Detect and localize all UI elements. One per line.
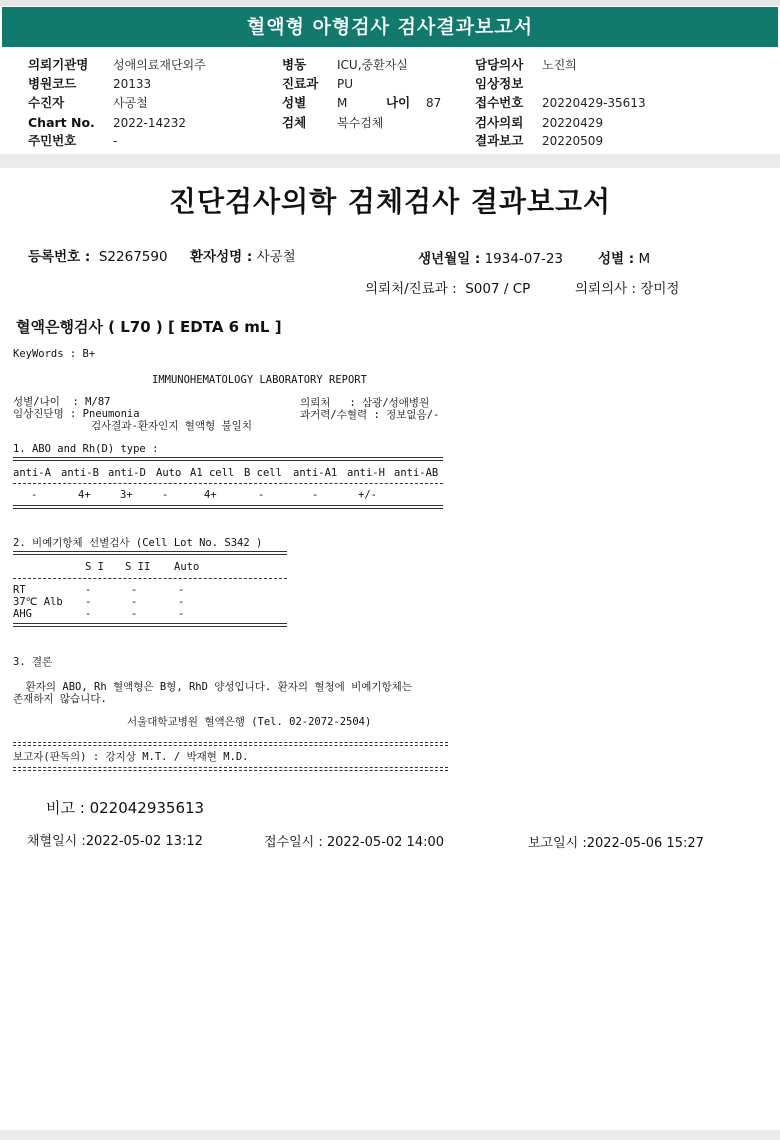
field-label-patient: 수진자 xyxy=(28,95,65,110)
field-value-sex: M xyxy=(337,96,348,110)
field-label-chart-no: Chart No. xyxy=(28,115,95,130)
field-value-ward: ICU,중환자실 xyxy=(337,58,408,72)
receipt-datetime: 접수일시 : 2022-05-02 14:00 xyxy=(264,835,445,850)
abo-rule-mid xyxy=(13,483,443,484)
abo-header-anti-a1: anti-A1 xyxy=(293,467,338,479)
abo-header-auto: Auto xyxy=(156,467,182,479)
patient-name xyxy=(190,245,296,265)
abo-header-b-cell: B cell xyxy=(244,467,282,479)
diagnosis-note: 검사결과-환자인지 혈액형 불일치 xyxy=(91,420,252,432)
field-label-sex: 성별 xyxy=(282,95,307,110)
abo-header-anti-b: anti-B xyxy=(61,467,99,479)
screen-cell: - xyxy=(178,584,185,596)
screen-cell: - xyxy=(85,596,92,608)
referring-doctor xyxy=(575,277,679,297)
reporter-rule-bottom-2 xyxy=(13,770,448,771)
registration-value: S2267590 xyxy=(98,249,168,265)
abo-header-anti-ab: anti-AB xyxy=(394,467,439,479)
field-value-specimen: 복수검체 xyxy=(337,116,384,130)
keywords: KeyWords : B+ xyxy=(13,348,96,360)
sex-age-line: 성별/나이 : M/87 xyxy=(13,396,111,408)
field-label-clinical-info: 임상정보 xyxy=(475,76,524,91)
field-label-hospital-code: 병원코드 xyxy=(28,76,77,91)
screen-cell: - xyxy=(131,608,138,620)
field-label-request-date: 검사의뢰 xyxy=(475,115,524,130)
requester-line: 의뢰처 : 삼광/성애병원 xyxy=(300,397,430,409)
patient-sex xyxy=(598,247,650,267)
abo-value-anti-a1: - xyxy=(312,489,319,501)
screen-header-s1: S I xyxy=(85,561,104,573)
field-label-specimen: 검체 xyxy=(282,115,307,130)
screen-rule-mid xyxy=(13,578,287,579)
diagnosis-line: 임상진단명 : Pneumonia xyxy=(13,408,140,420)
field-value-requesting-institution: 성애의료재단외주 xyxy=(113,58,206,72)
abo-header-anti-a: anti-A xyxy=(13,467,51,479)
field-value-receipt-no: 20220429-35613 xyxy=(542,96,646,110)
field-label-result-date: 결과보고 xyxy=(475,133,524,148)
reporter-rule-top xyxy=(13,742,448,743)
field-label-doctor: 담당의사 xyxy=(475,57,524,72)
abo-value-anti-d: 3+ xyxy=(120,489,133,501)
screen-cell: - xyxy=(85,584,92,596)
screen-cell: - xyxy=(131,584,138,596)
patient-sex-label: 성별 : xyxy=(598,251,635,267)
abo-title: 1. ABO and Rh(D) type : xyxy=(13,443,159,455)
screen-row-label: 37℃ Alb xyxy=(13,596,63,608)
field-label-receipt-no: 접수번호 xyxy=(475,95,524,110)
field-value-chart-no: 2022-14232 xyxy=(113,116,187,130)
field-label-department: 진료과 xyxy=(282,76,319,91)
conclusion-line-2: 존재하지 않습니다. xyxy=(13,693,107,705)
screen-title: 2. 비예기항체 선별검사 (Cell Lot No. S342 ) xyxy=(13,537,263,549)
screen-rule-bottom xyxy=(13,623,287,627)
referring-doctor-value: 장미정 xyxy=(640,281,680,297)
history-line: 과거력/수혈력 : 정보없음/- xyxy=(300,409,440,421)
field-value-department: PU xyxy=(337,77,354,91)
patient-sex-value: M xyxy=(638,251,651,267)
field-label-resident-no: 주민번호 xyxy=(28,133,77,148)
field-value-result-date: 20220509 xyxy=(542,134,604,148)
screen-cell: - xyxy=(131,596,138,608)
top-strip xyxy=(0,0,780,6)
hospital-line: 서울대학교병원 혈액은행 (Tel. 02-2072-2504) xyxy=(127,716,372,728)
report-header-title: 혈액형 아형검사 검사결과보고서 xyxy=(2,7,778,47)
field-label-ward: 병동 xyxy=(282,57,307,72)
abo-header-anti-d: anti-D xyxy=(108,467,146,479)
section-divider-band xyxy=(0,154,780,168)
registration-label: 등록번호 : xyxy=(28,249,91,265)
screen-header-auto: Auto xyxy=(174,561,200,573)
abo-value-a1-cell: 4+ xyxy=(204,489,217,501)
field-value-request-date: 20220429 xyxy=(542,116,604,130)
field-value-doctor: 노진희 xyxy=(542,58,577,72)
field-label-requesting-institution: 의뢰기관명 xyxy=(28,57,89,72)
screen-cell: - xyxy=(178,608,185,620)
screen-row-label: AHG xyxy=(13,608,32,620)
field-value-age: 87 xyxy=(426,96,442,110)
abo-value-anti-a: - xyxy=(31,489,38,501)
screen-row-label: RT xyxy=(13,584,26,596)
screen-rule-top xyxy=(13,551,287,555)
screen-cell: - xyxy=(85,608,92,620)
conclusion-line-1: 환자의 ABO, Rh 혈액형은 B형, RhD 양성입니다. 환자의 혈청에 비예기항체는 xyxy=(13,681,412,693)
field-value-resident-no: - xyxy=(113,134,118,148)
section-title: 혈액은행검사 ( L70 ) [ EDTA 6 mL ] xyxy=(16,318,282,336)
field-label-age: 나이 xyxy=(386,95,411,110)
birth-date xyxy=(418,247,563,267)
abo-value-anti-b: 4+ xyxy=(78,489,91,501)
abo-value-auto: - xyxy=(162,489,169,501)
birth-date-value: 1934-07-23 xyxy=(484,251,564,267)
referring-dept-label: 의뢰처/진료과 : xyxy=(365,281,457,297)
patient-name-label: 환자성명 : xyxy=(190,249,253,265)
abo-rule-top xyxy=(13,457,443,461)
bottom-band xyxy=(0,1130,780,1140)
abo-rule-bottom xyxy=(13,505,443,509)
abo-value-anti-h: +/- xyxy=(358,489,377,501)
referring-dept-value: S007 / CP xyxy=(465,281,531,297)
conclusion-title: 3. 결론 xyxy=(13,656,53,668)
screen-header-s2: S II xyxy=(125,561,151,573)
abo-header-anti-h: anti-H xyxy=(347,467,385,479)
birth-date-label: 생년월일 : xyxy=(418,251,481,267)
abo-header-a1-cell: A1 cell xyxy=(190,467,235,479)
referring-doctor-label: 의뢰의사 : xyxy=(575,281,637,297)
registration-no xyxy=(28,245,168,265)
remarks: 비고 : 022042935613 xyxy=(46,799,205,817)
reporter-rule-top-2 xyxy=(13,745,448,746)
reporter-line: 보고자(판독의) : 강지상 M.T. / 박재현 M.D. xyxy=(13,751,249,763)
collection-datetime: 채혈일시 :2022-05-02 13:12 xyxy=(27,834,203,849)
screen-cell: - xyxy=(178,596,185,608)
field-value-hospital-code: 20133 xyxy=(113,77,152,91)
referring-dept xyxy=(365,277,530,297)
lab-report-heading: IMMUNOHEMATOLOGY LABORATORY REPORT xyxy=(152,374,367,386)
reporter-rule-bottom xyxy=(13,767,448,768)
patient-name-value: 사공철 xyxy=(256,249,296,265)
report-datetime: 보고일시 :2022-05-06 15:27 xyxy=(528,836,704,851)
abo-value-b-cell: - xyxy=(258,489,265,501)
field-value-patient: 사공철 xyxy=(113,96,148,110)
report-title: 진단검사의학 검체검사 결과보고서 xyxy=(168,185,612,218)
